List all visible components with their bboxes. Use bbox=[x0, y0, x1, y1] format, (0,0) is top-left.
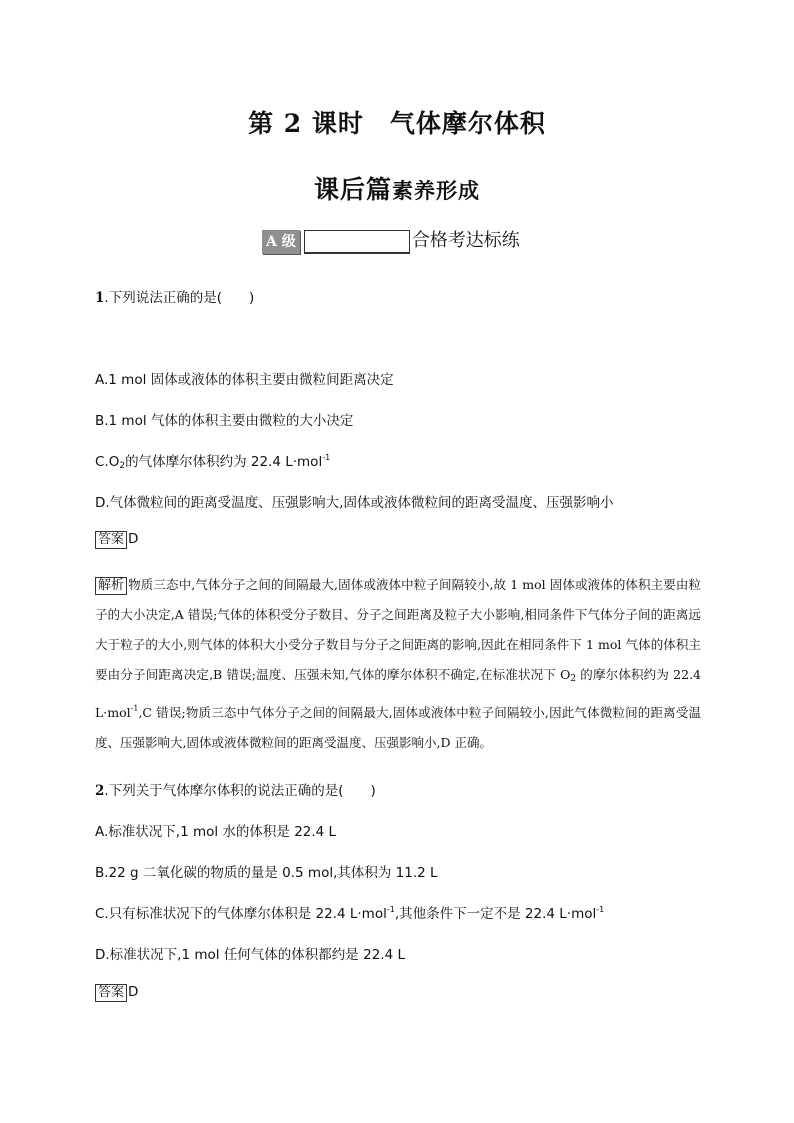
question-1-stem bbox=[95, 286, 254, 306]
question-1-option-a: A.1 mol 固体或液体的体积主要由微粒间距离决定 bbox=[95, 372, 394, 388]
subtitle-main: 课后篇 bbox=[313, 175, 392, 204]
question-1-option-d: D.气体微粒间的距离受温度、压强影响大,固体或液体微粒间的距离受温度、压强影响小 bbox=[95, 495, 614, 511]
question-2-answer bbox=[95, 984, 138, 1002]
question-1-explanation: 解析 物质三态中,气体分子之间的间隔最大,固体或液体中粒子间隔较小,故 1 mol 固体或液体的体积主要由粒子的大小决定,A 错误;气体的体积受分子数目、分子之间距离及粒子大小影响,相同条件下气体分子间的距离远大于粒子的大小,则气体的体积大小受分子数目与分子之间距离的影响,因此在相同条件下 1 mol 气体的体积主要由分子间距离决定,B 错误;温度、压强未知,气体的摩尔体积不确定,在标准状况下 $O_2$ 的摩尔体积约为 22.4 L·mol$^{-1}$,C 错误;物质三态中气体分子之间的间隔最大,固体或液体中粒子间隔较小,因此气体微粒间的距离受温度、压强影响大,固体或液体微粒间的距离受温度、压强影响小,D 正确。 bbox=[95, 577, 702, 750]
question-2-option-b: B.22 g 二氧化碳的物质的量是 0.5 mol,其体积为 11.2 L bbox=[95, 865, 438, 881]
question-2-option-d: D.标准状况下,1 mol 任何气体的体积都约是 22.4 L bbox=[95, 947, 405, 963]
question-1-option-c: $C.O_2$的气体摩尔体积约为 22.4 L·mol$^{-1}$ bbox=[95, 453, 331, 471]
section-subtitle bbox=[0, 170, 794, 206]
question-2-option-a: A.标准状况下,1 mol 水的体积是 22.4 L bbox=[95, 824, 337, 840]
answer-value: D bbox=[128, 984, 139, 1000]
answer-label: 答案 bbox=[95, 984, 127, 1002]
level-badge: A 级 bbox=[262, 230, 300, 254]
subtitle-secondary: 素养形成 bbox=[392, 179, 480, 203]
question-2-text: .下列关于气体摩尔体积的说法正确的是( ) bbox=[104, 783, 376, 799]
question-1-answer bbox=[95, 531, 138, 549]
lesson-title bbox=[0, 104, 794, 140]
lesson-topic: 气体摩尔体积 bbox=[389, 109, 546, 138]
lesson-number: 第 2 课时 bbox=[248, 109, 364, 138]
question-1-text: .下列说法正确的是( ) bbox=[104, 290, 255, 306]
level-label: 合格考达标练 bbox=[411, 230, 520, 251]
level-blank-box bbox=[304, 230, 410, 254]
question-1-option-b: B.1 mol 气体的体积主要由微粒的大小决定 bbox=[95, 413, 354, 429]
answer-label: 答案 bbox=[95, 531, 127, 549]
question-2-number: 2 bbox=[95, 783, 105, 799]
level-banner bbox=[262, 228, 520, 254]
answer-value: D bbox=[128, 531, 139, 547]
question-2-stem bbox=[95, 779, 376, 799]
explanation-label: 解析 bbox=[95, 577, 127, 595]
question-1-number: 1 bbox=[95, 290, 105, 306]
question-2-option-c: C.只有标准状况下的气体摩尔体积是 22.4 L·mol$^{-1}$,其他条件下一定不是 22.4 L·mol$^{-1}$ bbox=[95, 905, 605, 922]
